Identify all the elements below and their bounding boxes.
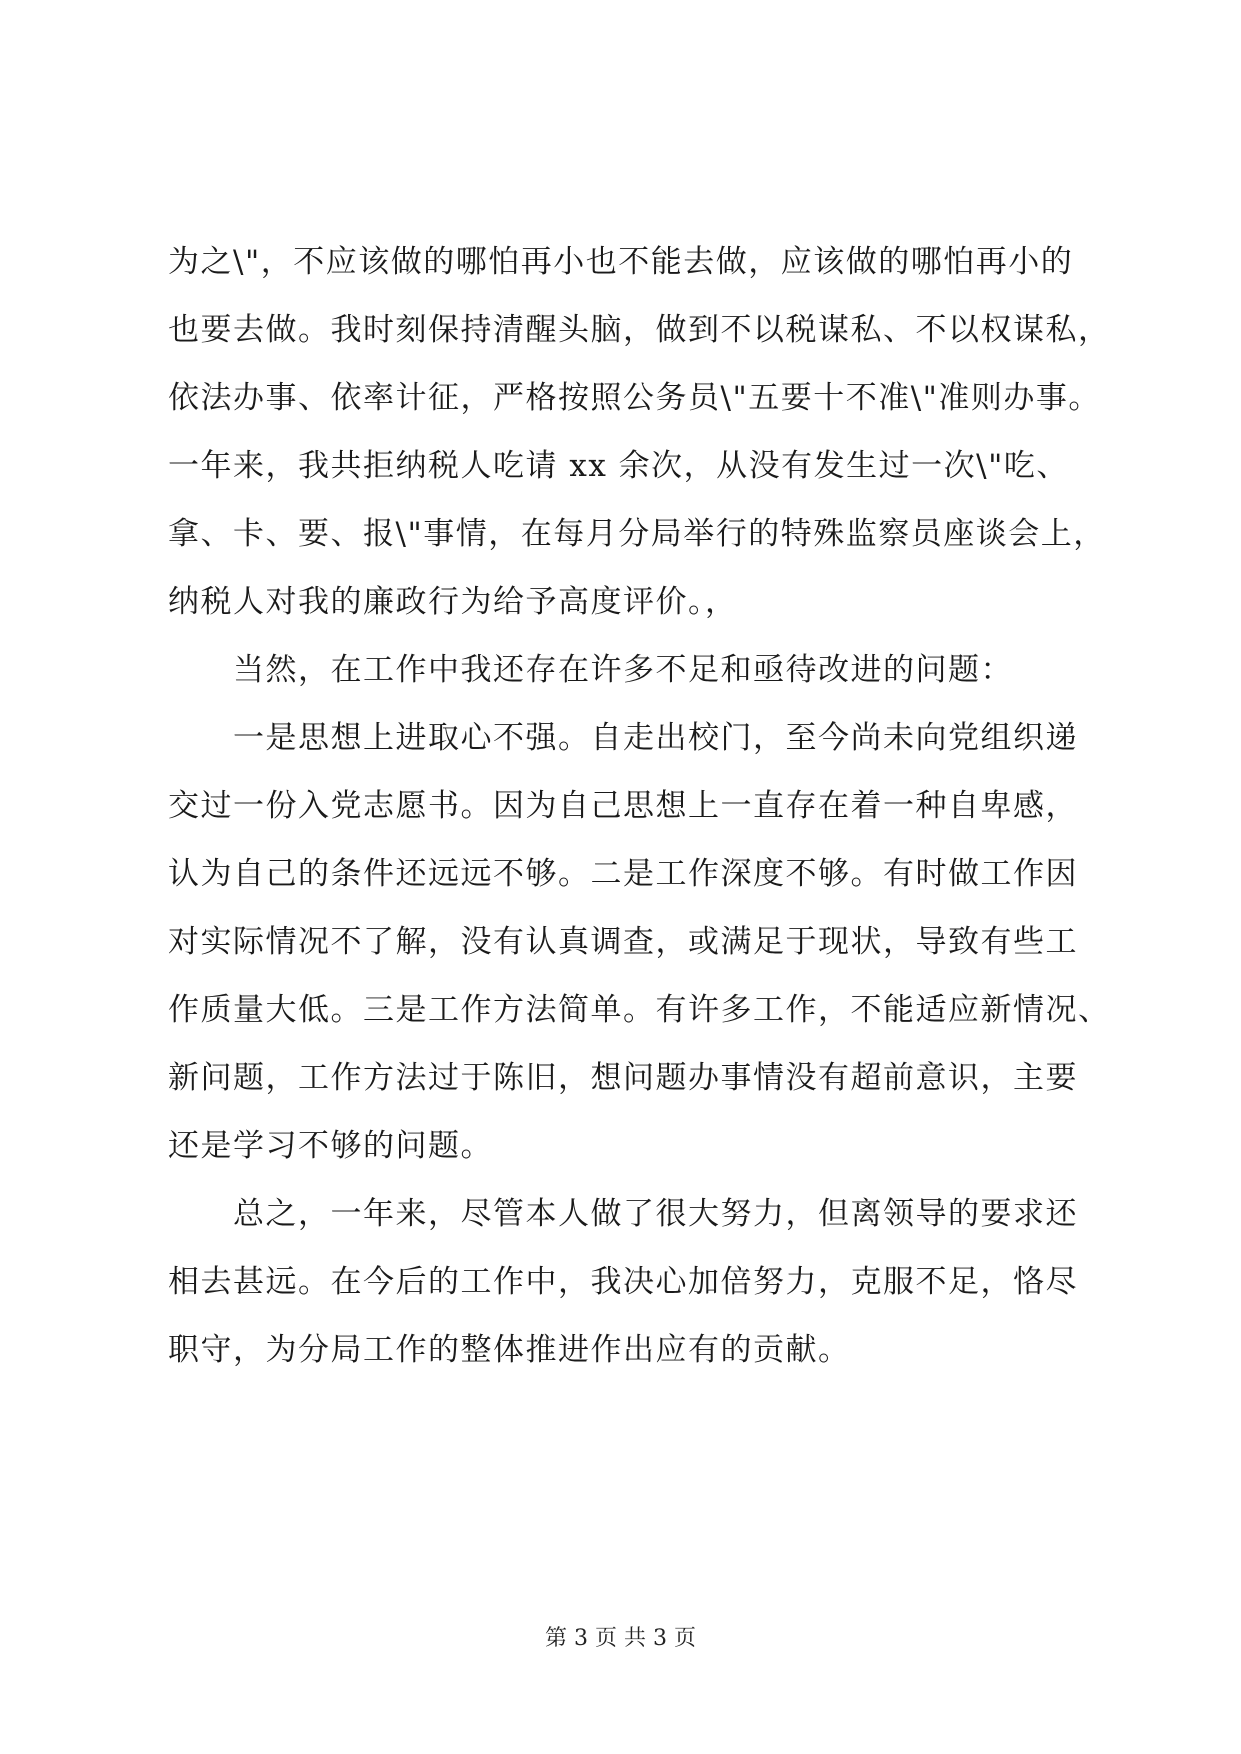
document-body	[168, 228, 1111, 1384]
text-line: 一年来，我共拒纳税人吃请 xx 余次，从没有发生过一次\"吃、	[168, 448, 1069, 484]
text-line: 对实际情况不了解，没有认真调查，或满足于现状，导致有些工	[168, 924, 1078, 960]
text-line: 交过一份入党志愿书。因为自己思想上一直存在着一种自卑感，	[168, 788, 1078, 824]
text-line: 纳税人对我的廉政行为给予高度评价。，	[168, 584, 738, 620]
text-line: 当然，在工作中我还存在许多不足和亟待改进的问题：	[168, 652, 1013, 688]
text-line: 认为自己的条件还远远不够。二是工作深度不够。有时做工作因	[168, 856, 1078, 892]
text-line: 也要去做。我时刻保持清醒头脑，做到不以税谋私、不以权谋私，	[168, 312, 1111, 348]
text-line: 相去甚远。在今后的工作中，我决心加倍努力，克服不足，恪尽	[168, 1264, 1078, 1300]
text-line: 拿、卡、要、报\"事情，在每月分局举行的特殊监察员座谈会上，	[168, 516, 1106, 552]
text-line: 新问题，工作方法过于陈旧，想问题办事情没有超前意识，主要	[168, 1060, 1078, 1096]
text-line: 职守，为分局工作的整体推进作出应有的贡献。	[168, 1332, 851, 1368]
text-line: 作质量大低。三是工作方法简单。有许多工作，不能适应新情况、	[168, 992, 1111, 1028]
text-line: 总之，一年来，尽管本人做了很大努力，但离领导的要求还	[168, 1196, 1078, 1232]
text-line: 还是学习不够的问题。	[168, 1128, 493, 1164]
page-footer: 第 3 页 共 3 页	[545, 1626, 696, 1651]
text-line: 一是思想上进取心不强。自走出校门，至今尚未向党组织递	[168, 720, 1078, 756]
text-line: 依法办事、依率计征，严格按照公务员\"五要十不准\"准则办事。	[168, 380, 1101, 416]
text-line: 为之\"，不应该做的哪怕再小也不能去做，应该做的哪怕再小的	[168, 244, 1074, 280]
